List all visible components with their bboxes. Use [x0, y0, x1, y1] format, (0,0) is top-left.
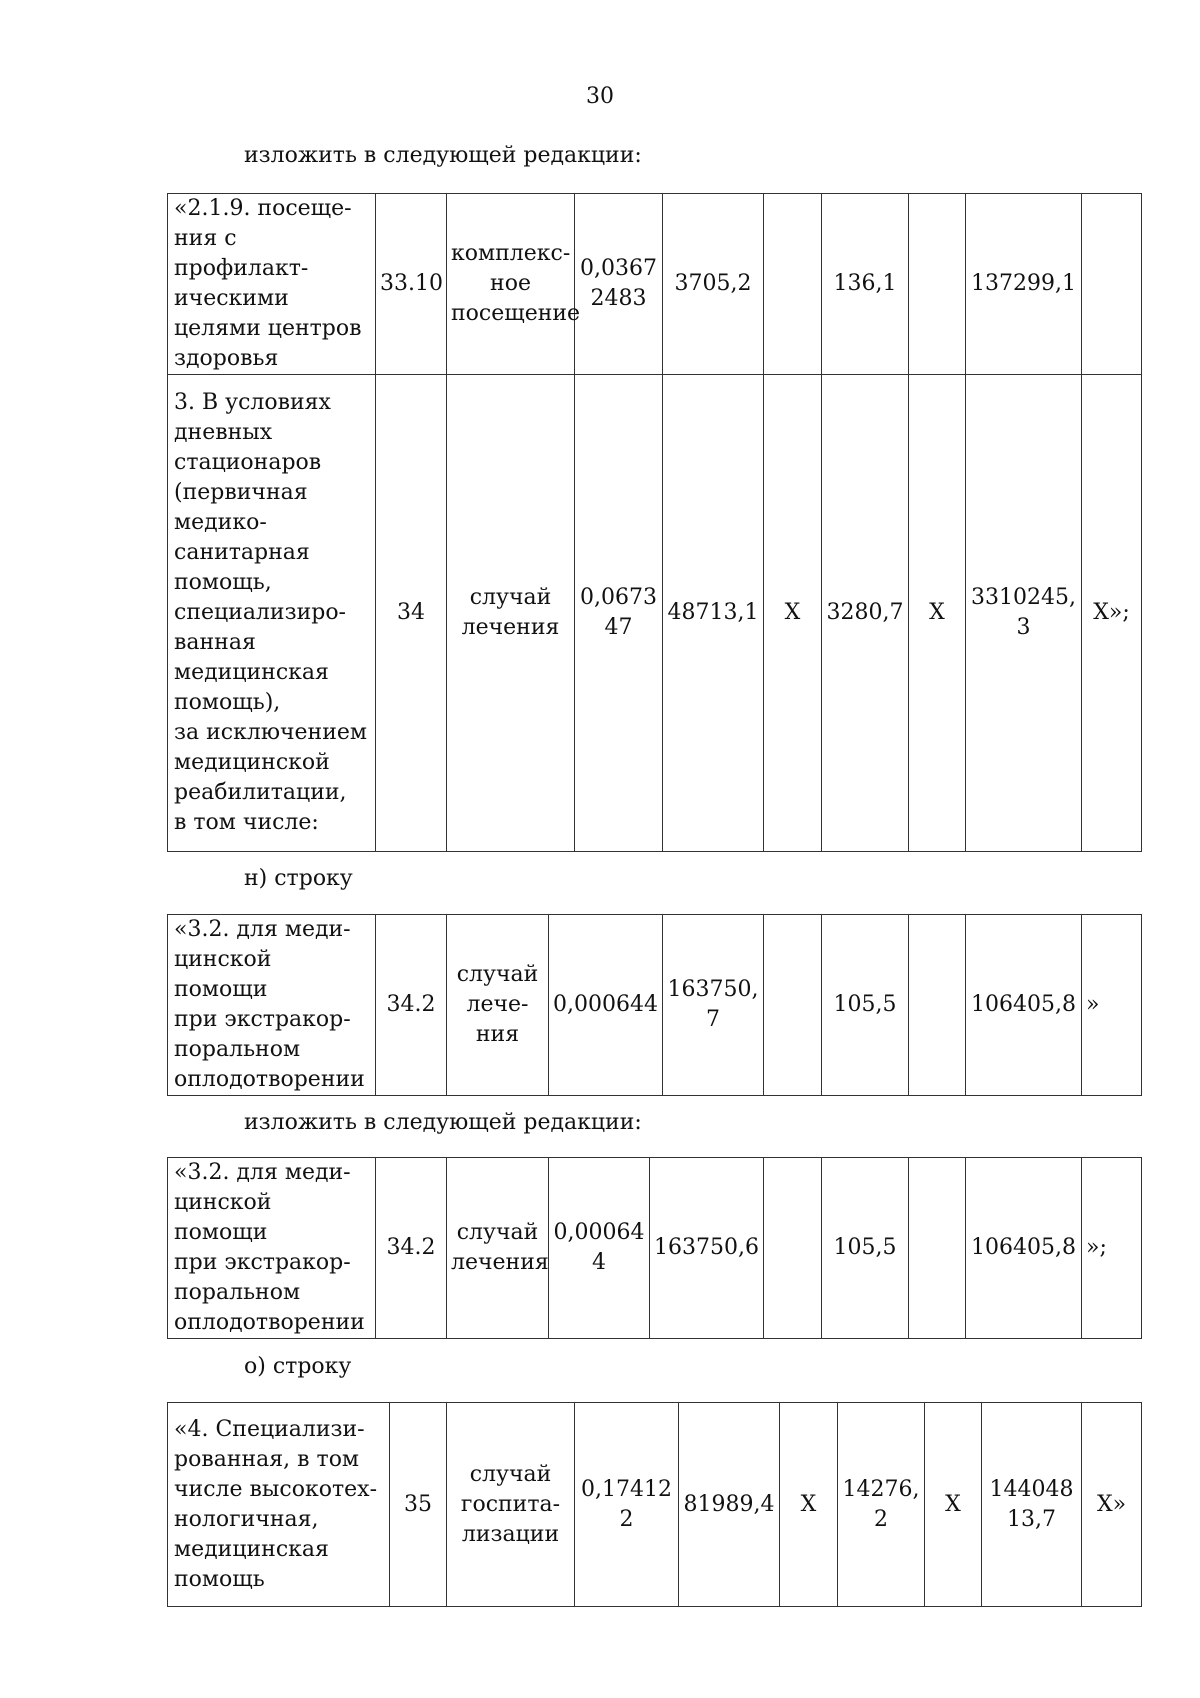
table-3	[167, 1157, 1142, 1339]
cell-col9: 106405,8	[966, 1158, 1082, 1339]
cell-code: 34.2	[376, 1158, 447, 1339]
cell-col8: Х	[925, 1403, 982, 1607]
cell-col9: 106405,8	[966, 915, 1082, 1096]
cell-col7: 105,5	[822, 1158, 909, 1339]
table-row	[168, 375, 1142, 852]
cell-cost: 81989,4	[679, 1403, 780, 1607]
cell-cost: 163750, 7	[663, 915, 764, 1096]
cell-col6	[764, 194, 822, 375]
page-number: 30	[586, 84, 614, 109]
cell-code: 34.2	[376, 915, 447, 1096]
cell-unit: случай лече- ния	[447, 915, 549, 1096]
cell-code: 35	[390, 1403, 447, 1607]
cell-name: «2.1.9. посеще- ния с профилакт- ическими целями центров здоровья	[168, 194, 376, 375]
cell-unit: случай госпита- лизации	[447, 1403, 575, 1607]
cell-name: «3.2. для меди- цинской помощи при экстракор- поральном оплодотворении	[168, 915, 376, 1096]
cell-col9: 137299,1	[966, 194, 1082, 375]
cell-volume: 0,0673 47	[575, 375, 663, 852]
cell-volume: 0,17412 2	[575, 1403, 679, 1607]
table-4	[167, 1402, 1142, 1607]
cell-col7: 3280,7	[822, 375, 909, 852]
paragraph-instruction-2: н) строку	[244, 866, 353, 891]
table-row	[168, 1158, 1142, 1339]
cell-col10	[1082, 194, 1142, 375]
cell-col8	[909, 915, 966, 1096]
cell-cost: 163750,6	[650, 1158, 764, 1339]
cell-col6	[764, 1158, 822, 1339]
cell-unit: комплекс- ное посещение	[447, 194, 575, 375]
cell-unit: случай лечения	[447, 1158, 549, 1339]
cell-col8: Х	[909, 375, 966, 852]
cell-code: 34	[376, 375, 447, 852]
cell-unit: случай лечения	[447, 375, 575, 852]
cell-code: 33.10	[376, 194, 447, 375]
cell-cost: 48713,1	[663, 375, 764, 852]
cell-volume: 0,000644	[549, 915, 663, 1096]
cell-col6: Х	[764, 375, 822, 852]
cell-cost: 3705,2	[663, 194, 764, 375]
cell-col7: 136,1	[822, 194, 909, 375]
table-1	[167, 193, 1142, 852]
table-row	[168, 1403, 1142, 1607]
cell-volume: 0,0367 2483	[575, 194, 663, 375]
cell-col8	[909, 1158, 966, 1339]
cell-col6: Х	[780, 1403, 838, 1607]
paragraph-instruction-4: о) строку	[244, 1354, 352, 1379]
table-row	[168, 915, 1142, 1096]
cell-volume: 0,00064 4	[549, 1158, 650, 1339]
cell-name: «3.2. для меди- цинской помощи при экстракор- поральном оплодотворении	[168, 1158, 376, 1339]
cell-col6	[764, 915, 822, 1096]
paragraph-instruction-3: изложить в следующей редакции:	[244, 1110, 642, 1135]
cell-col8	[909, 194, 966, 375]
cell-col7: 105,5	[822, 915, 909, 1096]
cell-col10: Х»;	[1082, 375, 1142, 852]
cell-col9: 144048 13,7	[982, 1403, 1082, 1607]
cell-col10: Х»	[1082, 1403, 1142, 1607]
cell-col10: »	[1082, 915, 1142, 1096]
table-2	[167, 914, 1142, 1096]
cell-col10: »;	[1082, 1158, 1142, 1339]
paragraph-instruction-1: изложить в следующей редакции:	[244, 143, 642, 168]
cell-col7: 14276, 2	[838, 1403, 925, 1607]
cell-name: 3. В условиях дневных стационаров (первичная медико- санитарная помощь, специализиро- ванная медицинская помощь), за исключением медицинской реабилитации, в том числе:	[168, 375, 376, 852]
table-row	[168, 194, 1142, 375]
cell-col9: 3310245, 3	[966, 375, 1082, 852]
cell-name: «4. Специализи- рованная, в том числе высокотех- нологичная, медицинская помощь	[168, 1403, 390, 1607]
